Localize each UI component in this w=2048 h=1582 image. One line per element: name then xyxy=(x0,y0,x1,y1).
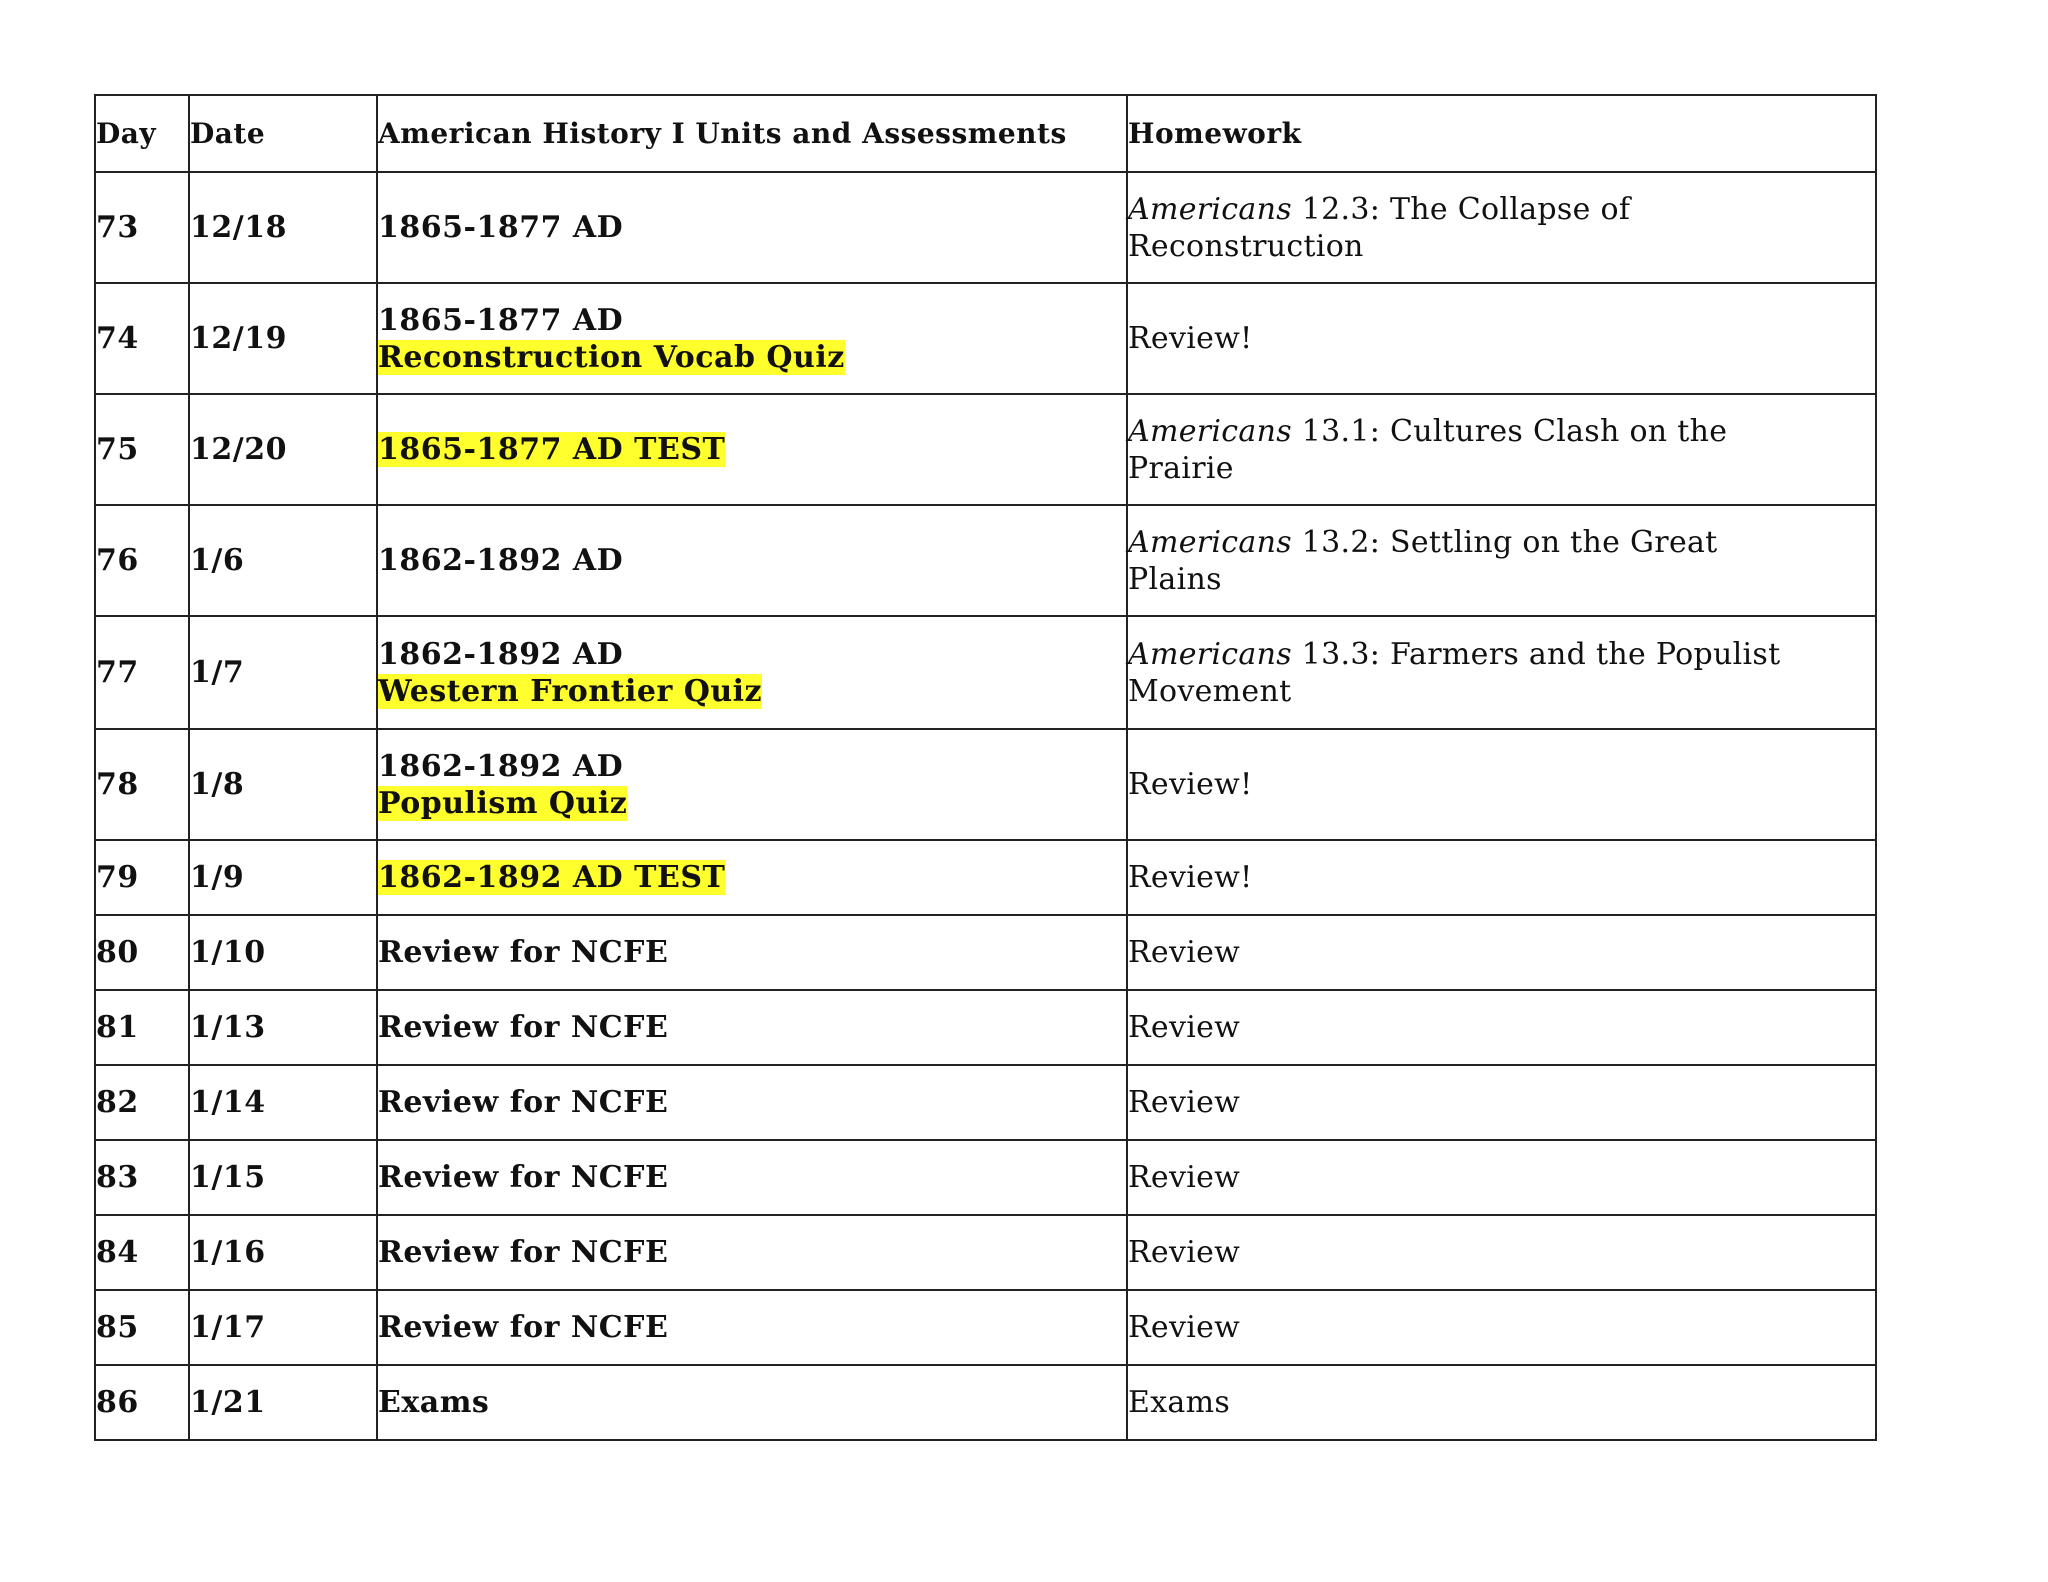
unit-cell xyxy=(377,505,1127,616)
homework-line xyxy=(1128,636,1875,673)
homework-line-2: Movement xyxy=(1128,673,1292,709)
schedule-table xyxy=(94,94,1877,1441)
homework-cell xyxy=(1127,505,1876,616)
day-cell: 77 xyxy=(95,616,189,729)
homework-cell xyxy=(1127,283,1876,394)
unit-cell xyxy=(377,915,1127,990)
table-row xyxy=(95,394,1876,505)
day-cell: 80 xyxy=(95,915,189,990)
unit-cell xyxy=(377,1140,1127,1215)
unit-label xyxy=(378,302,1126,339)
homework-line xyxy=(1128,1084,1875,1121)
table-row xyxy=(95,1290,1876,1365)
date-cell: 1/7 xyxy=(189,616,377,729)
unit-label xyxy=(378,859,1126,896)
homework-text: 12.3: The Collapse of xyxy=(1291,191,1631,227)
header-day: Day xyxy=(95,95,189,172)
unit-cell xyxy=(377,1290,1127,1365)
date-cell: 1/17 xyxy=(189,1290,377,1365)
homework-line xyxy=(1128,934,1875,971)
homework-line xyxy=(1128,1309,1875,1346)
homework-cell xyxy=(1127,1140,1876,1215)
date-cell: 1/14 xyxy=(189,1065,377,1140)
homework-text: 13.3: Farmers and the Populist xyxy=(1291,636,1781,672)
unit-cell xyxy=(377,840,1127,915)
header-homework: Homework xyxy=(1127,95,1876,172)
day-cell: 84 xyxy=(95,1215,189,1290)
homework-text: 13.1: Cultures Clash on the xyxy=(1291,413,1728,449)
assessment-line xyxy=(378,785,1126,822)
homework-text: Review xyxy=(1128,935,1241,970)
unit-cell xyxy=(377,283,1127,394)
table-row xyxy=(95,616,1876,729)
date-cell: 1/10 xyxy=(189,915,377,990)
unit-label xyxy=(378,1084,1126,1121)
homework-text: Review xyxy=(1128,1085,1241,1120)
textbook-title: Americans xyxy=(1128,524,1292,560)
day-cell: 75 xyxy=(95,394,189,505)
unit-cell xyxy=(377,1365,1127,1440)
homework-line xyxy=(1128,191,1875,228)
homework-cell xyxy=(1127,840,1876,915)
homework-cell xyxy=(1127,616,1876,729)
homework-text: Review! xyxy=(1128,860,1253,895)
homework-line xyxy=(1128,413,1875,450)
unit-period: Review for NCFE xyxy=(378,1235,669,1270)
day-cell: 76 xyxy=(95,505,189,616)
header-unit: American History I Units and Assessments xyxy=(377,95,1127,172)
unit-label xyxy=(378,1309,1126,1346)
assessment-line xyxy=(378,673,1126,710)
homework-text: Review xyxy=(1128,1160,1241,1195)
date-cell: 1/9 xyxy=(189,840,377,915)
header-row xyxy=(95,95,1876,172)
unit-label xyxy=(378,431,1126,468)
unit-label xyxy=(378,209,1126,246)
homework-cell xyxy=(1127,394,1876,505)
table-row xyxy=(95,1215,1876,1290)
unit-cell xyxy=(377,1065,1127,1140)
date-cell: 12/19 xyxy=(189,283,377,394)
homework-cell xyxy=(1127,1290,1876,1365)
table-row xyxy=(95,840,1876,915)
unit-label xyxy=(378,748,1126,785)
table-row xyxy=(95,1365,1876,1440)
homework-text: Review! xyxy=(1128,767,1253,802)
unit-period: 1862-1892 AD xyxy=(378,636,624,672)
homework-cell xyxy=(1127,915,1876,990)
date-cell: 1/15 xyxy=(189,1140,377,1215)
homework-line xyxy=(1128,1009,1875,1046)
assessment-label: Populism Quiz xyxy=(378,785,628,821)
homework-cell xyxy=(1127,729,1876,840)
homework-line-2: Plains xyxy=(1128,561,1222,597)
date-cell: 1/13 xyxy=(189,990,377,1065)
textbook-title: Americans xyxy=(1128,191,1292,227)
date-cell: 12/18 xyxy=(189,172,377,283)
header-date: Date xyxy=(189,95,377,172)
homework-text: Review xyxy=(1128,1310,1241,1345)
homework-line-2: Prairie xyxy=(1128,450,1234,486)
day-cell: 74 xyxy=(95,283,189,394)
unit-period: Review for NCFE xyxy=(378,935,669,970)
day-cell: 85 xyxy=(95,1290,189,1365)
unit-period: Review for NCFE xyxy=(378,1010,669,1045)
unit-label xyxy=(378,636,1126,673)
unit-period: 1865-1877 AD xyxy=(378,210,624,245)
homework-line xyxy=(1128,1234,1875,1271)
homework-cell xyxy=(1127,990,1876,1065)
assessment-label: Reconstruction Vocab Quiz xyxy=(378,339,845,375)
unit-cell xyxy=(377,1215,1127,1290)
textbook-title: Americans xyxy=(1128,413,1292,449)
homework-text: 13.2: Settling on the Great xyxy=(1291,524,1718,560)
day-cell: 79 xyxy=(95,840,189,915)
homework-line xyxy=(1128,320,1875,357)
date-cell: 1/16 xyxy=(189,1215,377,1290)
unit-label xyxy=(378,934,1126,971)
table-row xyxy=(95,729,1876,840)
test-label: 1865-1877 AD TEST xyxy=(378,432,726,467)
test-label: 1862-1892 AD TEST xyxy=(378,860,726,895)
table-row xyxy=(95,1065,1876,1140)
date-cell: 1/6 xyxy=(189,505,377,616)
assessment-line xyxy=(378,339,1126,376)
day-cell: 86 xyxy=(95,1365,189,1440)
unit-period: Exams xyxy=(378,1385,490,1420)
homework-line xyxy=(1128,766,1875,803)
table-row xyxy=(95,283,1876,394)
homework-line xyxy=(1128,859,1875,896)
day-cell: 81 xyxy=(95,990,189,1065)
day-cell: 82 xyxy=(95,1065,189,1140)
table-row xyxy=(95,505,1876,616)
homework-line xyxy=(1128,1159,1875,1196)
unit-period: Review for NCFE xyxy=(378,1310,669,1345)
date-cell: 12/20 xyxy=(189,394,377,505)
homework-cell xyxy=(1127,1365,1876,1440)
homework-line xyxy=(1128,1384,1875,1421)
unit-cell xyxy=(377,990,1127,1065)
homework-text: Review xyxy=(1128,1235,1241,1270)
unit-cell xyxy=(377,394,1127,505)
day-cell: 83 xyxy=(95,1140,189,1215)
unit-label xyxy=(378,1384,1126,1421)
unit-period: 1862-1892 AD xyxy=(378,748,624,784)
homework-cell xyxy=(1127,1065,1876,1140)
unit-cell xyxy=(377,616,1127,729)
unit-period: Review for NCFE xyxy=(378,1160,669,1195)
table-row xyxy=(95,1140,1876,1215)
homework-line-2: Reconstruction xyxy=(1128,228,1364,264)
date-cell: 1/8 xyxy=(189,729,377,840)
homework-text: Review xyxy=(1128,1010,1241,1045)
unit-cell xyxy=(377,729,1127,840)
assessment-label: Western Frontier Quiz xyxy=(378,673,763,709)
day-cell: 73 xyxy=(95,172,189,283)
unit-label xyxy=(378,542,1126,579)
homework-cell xyxy=(1127,1215,1876,1290)
unit-label xyxy=(378,1159,1126,1196)
homework-line xyxy=(1128,524,1875,561)
table-row xyxy=(95,172,1876,283)
homework-cell xyxy=(1127,172,1876,283)
homework-text: Exams xyxy=(1128,1385,1231,1420)
unit-period: 1865-1877 AD xyxy=(378,302,624,338)
unit-cell xyxy=(377,172,1127,283)
unit-period: 1862-1892 AD xyxy=(378,543,624,578)
date-cell: 1/21 xyxy=(189,1365,377,1440)
schedule-body xyxy=(95,172,1876,1440)
table-row xyxy=(95,990,1876,1065)
unit-period: Review for NCFE xyxy=(378,1085,669,1120)
unit-label xyxy=(378,1009,1126,1046)
unit-label xyxy=(378,1234,1126,1271)
day-cell: 78 xyxy=(95,729,189,840)
homework-text: Review! xyxy=(1128,321,1253,356)
table-row xyxy=(95,915,1876,990)
textbook-title: Americans xyxy=(1128,636,1292,672)
